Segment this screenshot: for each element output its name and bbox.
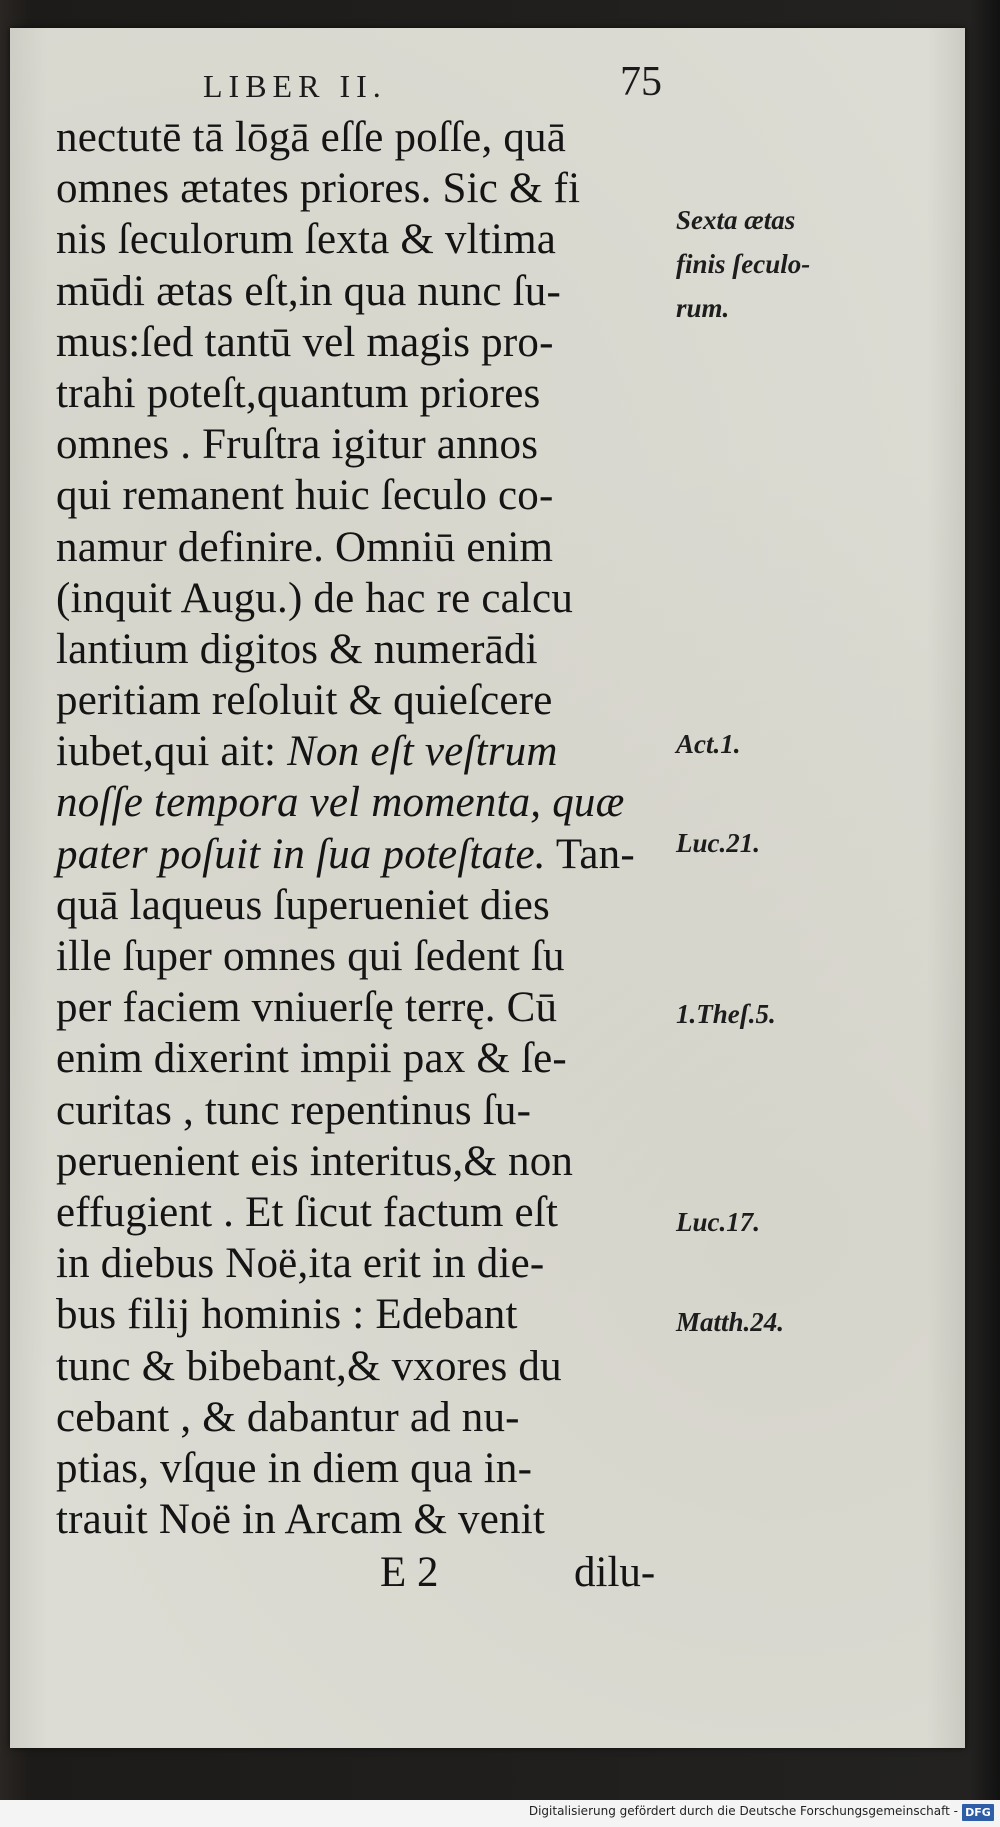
italic-segment: pater poſuit in ſua poteſtate. [56,830,546,878]
margin-note-luc21 [676,821,760,865]
text-line-italic: noſſe tempora vel momenta, quæ [56,779,625,827]
text-line: nis ſeculorum ſexta & vltima [56,216,556,264]
text-line: enim dixerint impii pax & ſe- [56,1035,567,1083]
text-segment: Tan- [555,830,635,878]
running-head: LIBER II. [203,68,387,104]
text-line: mus:ſed tantū vel magis pro- [56,318,554,366]
margin-note-matth [676,1300,784,1344]
margin-note-luc17 [676,1200,760,1244]
signature-mark: E 2 [380,1549,439,1596]
page-number: 75 [620,59,662,105]
text-line: bus filij hominis : Edebant [56,1291,518,1339]
text-line: tunc & bibebant,& vxores du [56,1342,562,1390]
text-line: trauit Noë in Arcam & venit [56,1496,546,1544]
margin-note-sexta-aetas [676,198,810,330]
margin-note-line: Luc.17. [676,1207,760,1237]
text-line: curitas , tunc repentinus ſu- [56,1086,532,1134]
text-line: namur definire. Omniū enim [56,523,554,571]
margin-note-line: Luc.21. [676,828,760,858]
text-line: quā laqueus ſuperueniet dies [56,881,550,929]
book-page [10,28,965,1748]
text-line: cebant , & dabantur ad nu- [56,1393,520,1441]
margin-note-line: Matth.24. [676,1307,785,1337]
text-line: in diebus Noë,ita erit in die- [56,1240,545,1288]
text-line: peruenient eis interitus,& non [56,1137,574,1185]
text-line: ptias, vſque in diem qua in- [56,1444,533,1492]
margin-note-act [676,722,741,766]
text-line: mūdi ætas eſt,in qua nunc ſu- [56,267,562,315]
text-line: trahi poteſt,quantum priores [56,369,541,417]
margin-note-thess [676,992,776,1036]
text-line: (inquit Augu.) de hac re calcu [56,574,574,622]
text-line: ille ſuper omnes qui ſedent ſu [56,933,565,980]
italic-segment: Non eſt veſtrum [287,728,558,776]
text-line-mixed [56,829,676,880]
dfg-logo-icon: DFG [962,1804,994,1821]
body-text [56,112,676,1545]
footer-bar [0,1800,1000,1827]
margin-note-line: rum. [676,293,730,323]
text-line: qui remanent huic ſeculo co- [56,472,554,520]
funding-credit: Digitalisierung gefördert durch die Deutsche Forschungsgemeinschaft - [528,1804,958,1818]
text-line: omnes ætates priores. Sic & fi [56,165,581,213]
margin-note-line: Act.1. [676,729,741,759]
text-line: lantium digitos & numerādi [56,625,538,673]
text-line: effugient . Et ſicut factum eſt [56,1188,559,1236]
text-line: nectutē tā lōgā eſſe poſſe, quā [56,114,567,161]
text-line: peritiam reſoluit & quieſcere [56,677,553,725]
catchword: dilu- [574,1549,656,1596]
text-line: omnes . Fruſtra igitur annos [56,421,539,469]
text-line: per faciem vniuerſę terrę. Cū [56,984,558,1032]
text-segment: iubet,qui ait: [56,728,277,776]
margin-note-line: 1.Theſ.5. [676,999,776,1029]
text-line-mixed [56,726,676,777]
margin-note-line: Sexta ætas [676,205,796,235]
margin-note-line: finis ſeculo- [676,249,811,279]
